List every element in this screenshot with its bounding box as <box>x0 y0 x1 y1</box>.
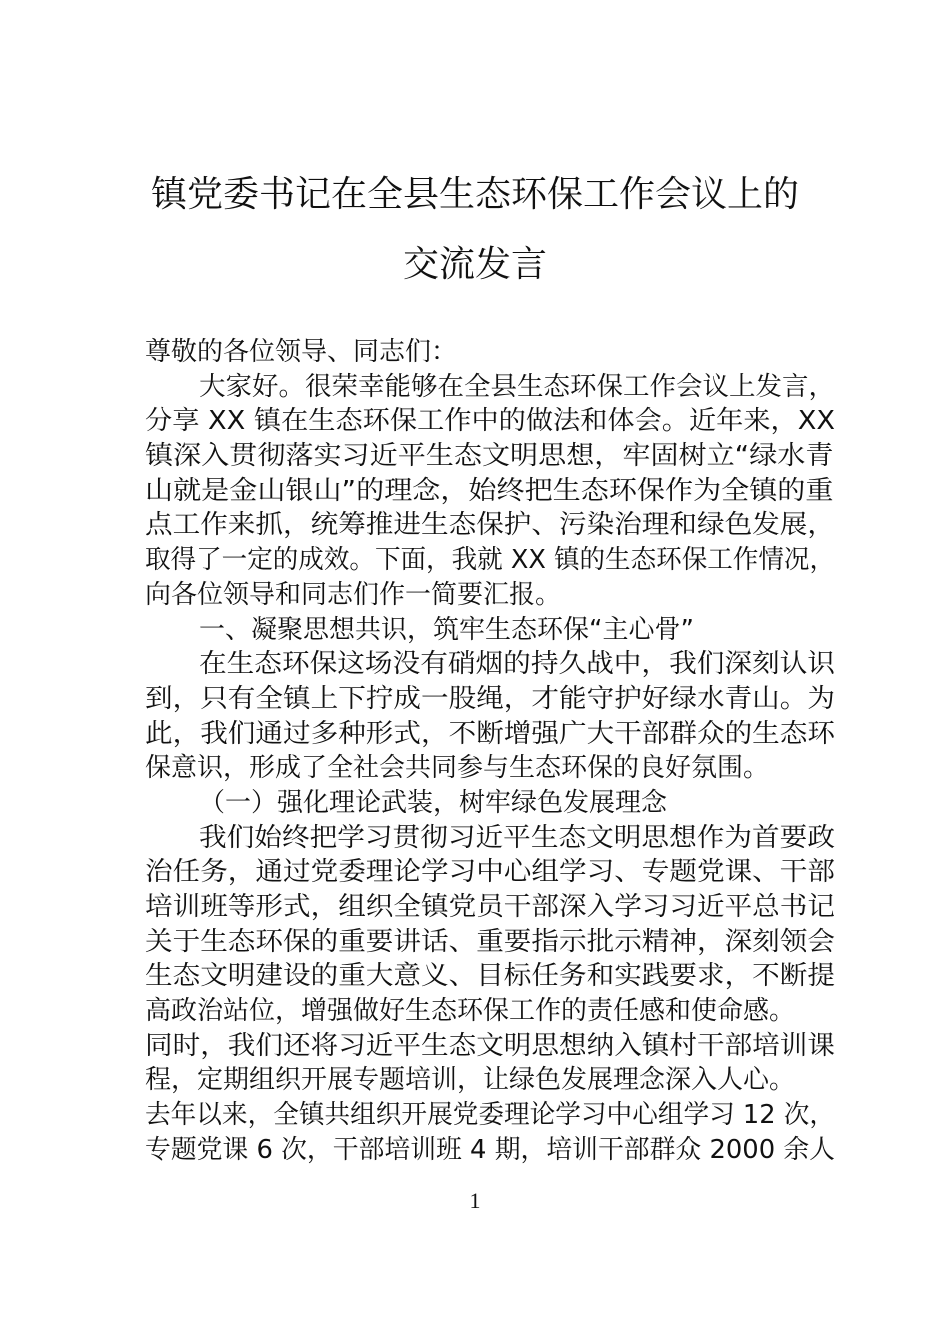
text-line <box>145 439 835 474</box>
text-line <box>145 821 835 856</box>
text-line-content: 尊敬的各位领导、同志们： <box>145 337 458 367</box>
text-line <box>145 1133 835 1168</box>
text-line <box>145 855 835 890</box>
text-line-content: 专题党课 6 次，干部培训班 4 期，培训干部群众 2000 余人 <box>145 1134 835 1165</box>
text-line <box>145 751 835 786</box>
text-line <box>145 508 835 543</box>
text-line <box>145 1029 835 1064</box>
text-line-content: （一）强化理论武装，树牢绿色发展理念 <box>199 787 668 818</box>
text-line <box>145 1063 835 1098</box>
text-line <box>145 994 835 1029</box>
text-line <box>145 335 835 370</box>
text-line-content: 点工作来抓，统筹推进生态保护、污染治理和绿色发展， <box>145 510 835 541</box>
text-line-content: 关于生态环保的重要讲话、重要指示批示精神，深刻领会 <box>145 926 835 957</box>
text-line <box>145 786 835 821</box>
text-line-content: 去年以来，全镇共组织开展党委理论学习中心组学习 12 次， <box>145 1100 835 1131</box>
text-line <box>145 370 835 405</box>
text-line <box>145 1098 835 1133</box>
text-line-content: 此，我们通过多种形式，不断增强广大干部群众的生态环 <box>145 718 835 749</box>
text-line-content: 镇深入贯彻落实习近平生态文明思想，牢固树立“绿水青 <box>145 441 834 472</box>
text-line-content: 山就是金山银山”的理念，始终把生态环保作为全镇的重 <box>145 475 834 506</box>
text-line-content: 大家好。很荣幸能够在全县生态环保工作会议上发言， <box>199 371 835 402</box>
text-line <box>145 717 835 752</box>
text-line <box>145 543 835 578</box>
text-line <box>145 613 835 648</box>
text-line-content: 向各位领导和同志们作一简要汇报。 <box>145 579 562 610</box>
text-line <box>145 925 835 960</box>
text-line <box>145 474 835 509</box>
document-title-line-1: 镇党委书记在全县生态环保工作会议上的 <box>150 174 799 215</box>
text-line-content: 培训班等形式，组织全镇党员干部深入学习习近平总书记 <box>145 892 835 922</box>
text-line-content: 治任务，通过党委理论学习中心组学习、专题党课、干部 <box>145 857 835 888</box>
text-line <box>145 647 835 682</box>
text-line-content: 一、凝聚思想共识，筑牢生态环保“主心骨” <box>199 614 694 645</box>
text-line <box>145 890 835 925</box>
text-line <box>145 682 835 717</box>
text-line-content: 程，定期组织开展专题培训，让绿色发展理念深入人心。 <box>145 1065 796 1096</box>
text-line <box>145 404 835 439</box>
text-line <box>145 959 835 994</box>
text-line-content: 保意识，形成了全社会共同参与生态环保的良好氛围。 <box>145 753 770 784</box>
document-title-line-2: 交流发言 <box>402 244 547 285</box>
text-line <box>145 578 835 613</box>
text-line-content: 到，只有全镇上下拧成一股绳，才能守护好绿水青山。为 <box>145 683 835 714</box>
text-line-content: 生态文明建设的重大意义、目标任务和实践要求，不断提 <box>145 961 835 992</box>
text-line-content: 高政治站位，增强做好生态环保工作的责任感和使命感。 <box>145 996 796 1027</box>
text-line-content: 同时，我们还将习近平生态文明思想纳入镇村干部培训课 <box>145 1030 835 1061</box>
document-body <box>145 335 835 1168</box>
page-number: 1 <box>469 1188 481 1213</box>
text-line-content: 取得了一定的成效。下面，我就 XX 镇的生态环保工作情况， <box>145 545 835 576</box>
text-line-content: 分享 XX 镇在生态环保工作中的做法和体会。近年来，XX <box>145 406 835 437</box>
text-line-content: 我们始终把学习贯彻习近平生态文明思想作为首要政 <box>199 822 835 853</box>
text-line-content: 在生态环保这场没有硝烟的持久战中，我们深刻认识 <box>199 649 835 680</box>
